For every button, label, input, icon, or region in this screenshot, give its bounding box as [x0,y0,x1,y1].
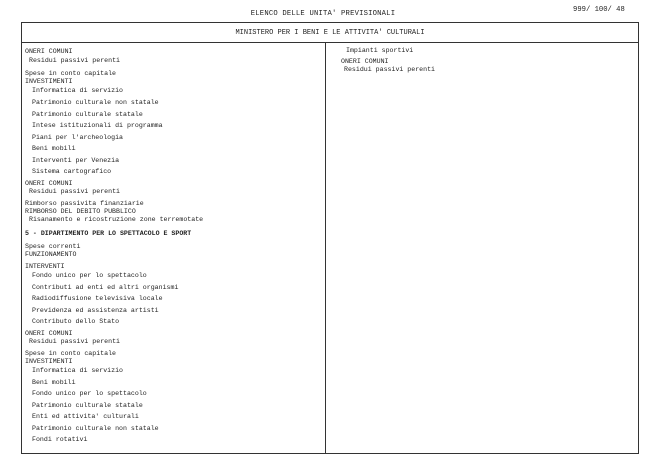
budget-item: Contributi ad enti ed altri organismi [32,284,179,291]
budget-item: Fondo unico per lo spettacolo [32,390,147,397]
budget-item: Informatica di servizio [32,367,124,374]
budget-item: Intese istituzionali di programma [32,122,163,129]
budget-item: Informatica di servizio [32,87,124,94]
budget-item: Risanamento e ricostruzione zone terremotate [29,216,204,223]
section-heading: INVESTIMENTI [25,358,73,365]
budget-item: Residui passivi perenti [29,188,121,195]
budget-item: Beni mobili [32,145,76,152]
section-heading: ONERI COMUNI [25,48,73,55]
section-heading: RIMBORSO DEL DEBITO PUBBLICO [25,208,136,215]
section-heading: INVESTIMENTI [25,78,73,85]
section-heading: Spese correnti [25,243,81,250]
column-divider [325,43,326,454]
budget-item: Interventi per Venezia [32,157,120,164]
budget-item: Previdenza ed assistenza artisti [32,307,159,314]
section-heading: ONERI COMUNI [341,58,389,65]
budget-item: Patrimonio culturale statale [32,402,143,409]
budget-item: Residui passivi perenti [29,338,121,345]
budget-item: Sistema cartografico [32,168,112,175]
section-heading: Spese in conto capitale [25,350,117,357]
document-title: ELENCO DELLE UNITA' PREVISIONALI [250,10,396,18]
budget-item: Enti ed attivita' culturali [32,413,139,420]
budget-item: Patrimonio culturale non statale [32,99,159,106]
budget-item: Fondo unico per lo spettacolo [32,272,147,279]
budget-item: Contributo dello Stato [32,318,120,325]
budget-item: Piani per l'archeologia [32,134,124,141]
budget-item: Impianti sportivi [346,47,414,54]
budget-item: Fondi rotativi [32,436,88,443]
section-heading: Rimborso passivita finanziarie [25,200,144,207]
budget-item: Patrimonio culturale statale [32,111,143,118]
section-heading: INTERVENTI [25,263,65,270]
page-number: 999/ 100/ 48 [573,6,625,14]
budget-item: Radiodiffusione televisiva locale [32,295,163,302]
department-heading: 5 - DIPARTIMENTO PER LO SPETTACOLO E SPORT [25,230,192,237]
ministry-header: MINISTERO PER I BENI E LE ATTIVITA' CULTURALI [22,23,638,43]
budget-item: Residui passivi perenti [344,66,436,73]
section-heading: Spese in conto capitale [25,70,117,77]
budget-item: Residui passivi perenti [29,57,121,64]
section-heading: ONERI COMUNI [25,180,73,187]
budget-item: Patrimonio culturale non statale [32,425,159,432]
section-heading: FUNZIONAMENTO [25,251,77,258]
section-heading: ONERI COMUNI [25,330,73,337]
budget-item: Beni mobili [32,379,76,386]
page-frame [21,22,639,454]
